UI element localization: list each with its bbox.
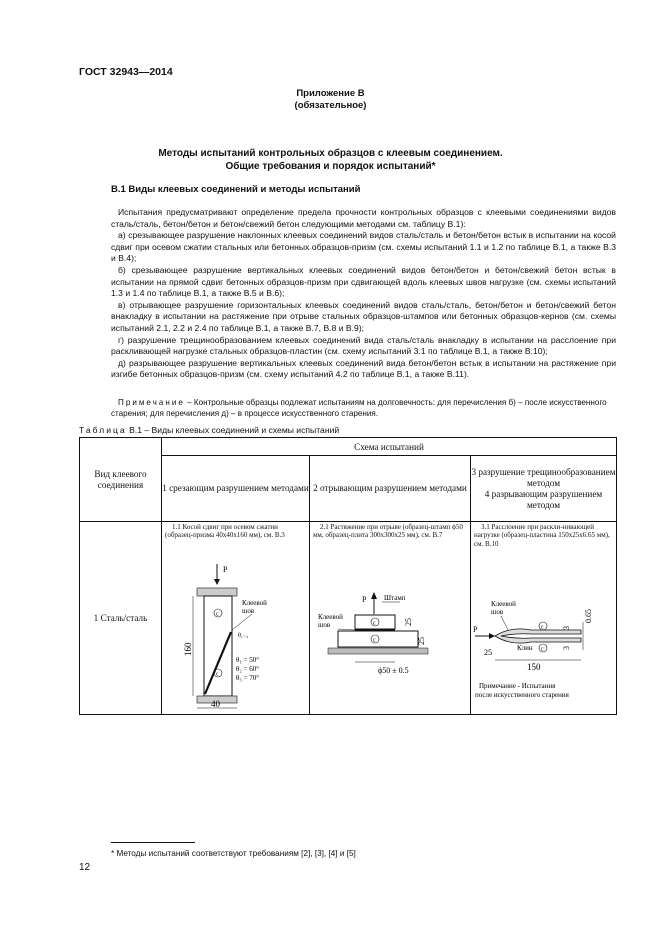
load-label: P (223, 565, 228, 574)
group-header-schemes: Схема испытаний (162, 438, 617, 456)
col-header-crack-line: 3 разрушение трещинообразованием методом (471, 466, 616, 488)
seam-label-2: шов (242, 607, 255, 615)
annex-heading-line1: Методы испытаний контрольных образцов с клеевым соединением. (158, 148, 503, 159)
annex-status: (обязательное) (294, 100, 367, 111)
note (111, 397, 616, 419)
paragraph-a: а) срезывающее разрушение наклонных клеевых соединений видов сталь/сталь и бетон/бетон встык в испытании на косой сдвиг при осевом сжатии стальных или бетонных образцов-призм (см. схемы испытаний 1.1 и 1.2 по таблице В.1, а также В.3 и В.4); (111, 230, 616, 264)
load-arrowhead (214, 579, 220, 585)
stamp-label: Штамп (384, 594, 406, 602)
scheme-1-1-caption: 1.1 Косой сдвиг при осевом сжатии (образец-призма 40х40х160 мм), см. В.3 (165, 523, 285, 540)
annex-heading-line2: Общие требования и порядок испытаний* (225, 161, 436, 172)
cell-scheme-1-1 (162, 522, 310, 715)
dim-25-b: 25 (417, 637, 426, 645)
angle-label: θ₁₋₃ (238, 633, 249, 639)
plates (495, 629, 581, 643)
load-arrowhead (371, 592, 377, 599)
table-caption-text: В.1 – Виды клеевых соединений и схемы испытаний (126, 425, 340, 435)
dim-25: 25 (484, 648, 492, 657)
dim-3-b: 3 (562, 646, 571, 650)
footnote-divider (111, 842, 195, 843)
angle-3: θ₃ = 70° (236, 674, 260, 682)
paragraph-intro: Испытания предусматривают определение предела прочности контрольных образцов с клеевыми соединениями видов сталь/сталь, бетон/бетон и бетон/свежий бетон следующими методами см. таблицу В.1): (111, 207, 616, 229)
col-header-crack (471, 456, 617, 522)
note-label: Примечание (118, 398, 185, 407)
annex-title: Приложение В (296, 88, 365, 99)
base (328, 648, 428, 654)
seam-label-1: Клеевой (242, 599, 267, 607)
plate-mark-top-text: c (541, 624, 544, 631)
load-arrowhead (489, 633, 495, 639)
body-text (111, 207, 616, 381)
plate (338, 631, 418, 647)
table-caption-label: Таблица (79, 425, 127, 435)
load-label: P (362, 595, 367, 604)
dim-3-a: 3 (562, 626, 571, 630)
seam-leader (501, 616, 509, 632)
scheme-3-1-caption: 3.1 Расслоение при раскли-нивающей нагрузке (образец-пластина 150х25х6.65 мм), см. В.10 (474, 523, 610, 548)
paragraph-e: д) разрывающее разрушение вертикальных клеевых соединений вида бетон/бетон встык в испытании на растяжение при изгибе бетонных образцов-призм (см. схему испытаний 4.2 по таблице В.1, а также В.11). (111, 357, 616, 380)
steel-mark-bottom-text: c (216, 671, 219, 678)
seam-label-1: Клеевой (318, 613, 343, 621)
scheme-note-2: после искусственного старения (475, 691, 569, 699)
plate-mark-bottom-text: c (541, 646, 544, 653)
section-heading: В.1 Виды клеевых соединений и методы испытаний (111, 184, 361, 195)
top-plate (197, 588, 237, 596)
table-b1 (79, 437, 617, 715)
stamp-mark-text: c (373, 620, 376, 627)
paragraph-d: г) разрушение трещинообразованием клеевых соединений вида сталь/сталь внакладку в испытании на расслоение при раскливающей нагрузке стальных образцов-пластин (см. схему испытаний 3.1 по таблице В.1, а также В.10); (111, 334, 616, 357)
cell-scheme-2-1 (310, 522, 471, 715)
seam-label-2: шов (491, 608, 504, 616)
dia-dim: ϕ50 ± 0.5 (378, 666, 409, 675)
scheme-3-1-diagram (471, 522, 616, 712)
col-header-shear: 1 срезающим разрушением методами (162, 456, 310, 522)
col-header-break-line: 4 разрывающим разрушением методом (484, 488, 603, 510)
seam-leader (232, 614, 252, 630)
scheme-note-1: Примечание - Испытания (479, 682, 556, 690)
scheme-1-1-diagram (162, 522, 309, 712)
seam-label-1: Клеевой (491, 600, 516, 608)
page-number: 12 (79, 862, 91, 873)
note-text: – Контрольные образцы подлежат испытаниям на долговечность: для перечисления б) – после искусственного старения; для перечисления д) – в процессе искусственного старения. (111, 398, 607, 418)
paragraph-b: б) срезывающее разрушение вертикальных клеевых соединений видов бетон/бетон и бетон/свежий бетон встык в испытании на прямой сдвиг бетонных образцов-призм при сдвигающей вдоль клеевых швов нагрузке (см. схемы испытаний 1.3 и 1.4 по таблице В.1, а также В.5 и В.6); (111, 264, 616, 299)
scheme-2-1-diagram (310, 522, 470, 712)
seam-label-2: шов (318, 621, 331, 629)
cell-scheme-3-1 (471, 522, 617, 715)
load-label: P (473, 625, 478, 634)
paragraph-c: в) отрывающее разрушение горизонтальных клеевых соединений видов сталь/сталь, бетон/бетон и бетон/свежий бетон внакладку в испытании на растяжение при отрыве стальных образцов-штампов или бетонных образцов-кернов (см. схемы испытаний 2.1, 2.2 и 2.4 по таблице В.1, а также В.7, В.8 и В.9); (111, 299, 616, 333)
wedge-label: Клин (517, 644, 533, 652)
dim-25-a: 25 (404, 618, 413, 626)
steel-mark-top-text: c (216, 611, 219, 618)
height-dim: 160 (183, 642, 193, 656)
dim-150: 150 (527, 662, 541, 672)
dim-065: 0.65 (584, 609, 593, 623)
col-header-tear: 2 отрывающим разрушением методами (310, 456, 471, 522)
table-caption (79, 425, 339, 435)
plate-mark-text: c (373, 637, 376, 644)
seam-leader (338, 629, 355, 630)
scheme-2-1-caption: 2.1 Растяжение при отрыве (образец-штамп ϕ50 мм, образец-плита 300х300х25 мм), см. В.7 (313, 523, 463, 540)
col-header-joint-type: Вид клеевого соединения (80, 438, 162, 522)
document-code: ГОСТ 32943—2014 (79, 66, 173, 78)
angle-1: θ₁ = 50° (236, 656, 260, 664)
footnote: * Методы испытаний соответствуют требованиям [2], [3], [4] и [5] (111, 849, 356, 858)
angle-2: θ₂ = 60° (236, 665, 260, 673)
width-dim: 40 (211, 699, 220, 709)
row-label-steel: 1 Сталь/сталь (80, 522, 162, 715)
